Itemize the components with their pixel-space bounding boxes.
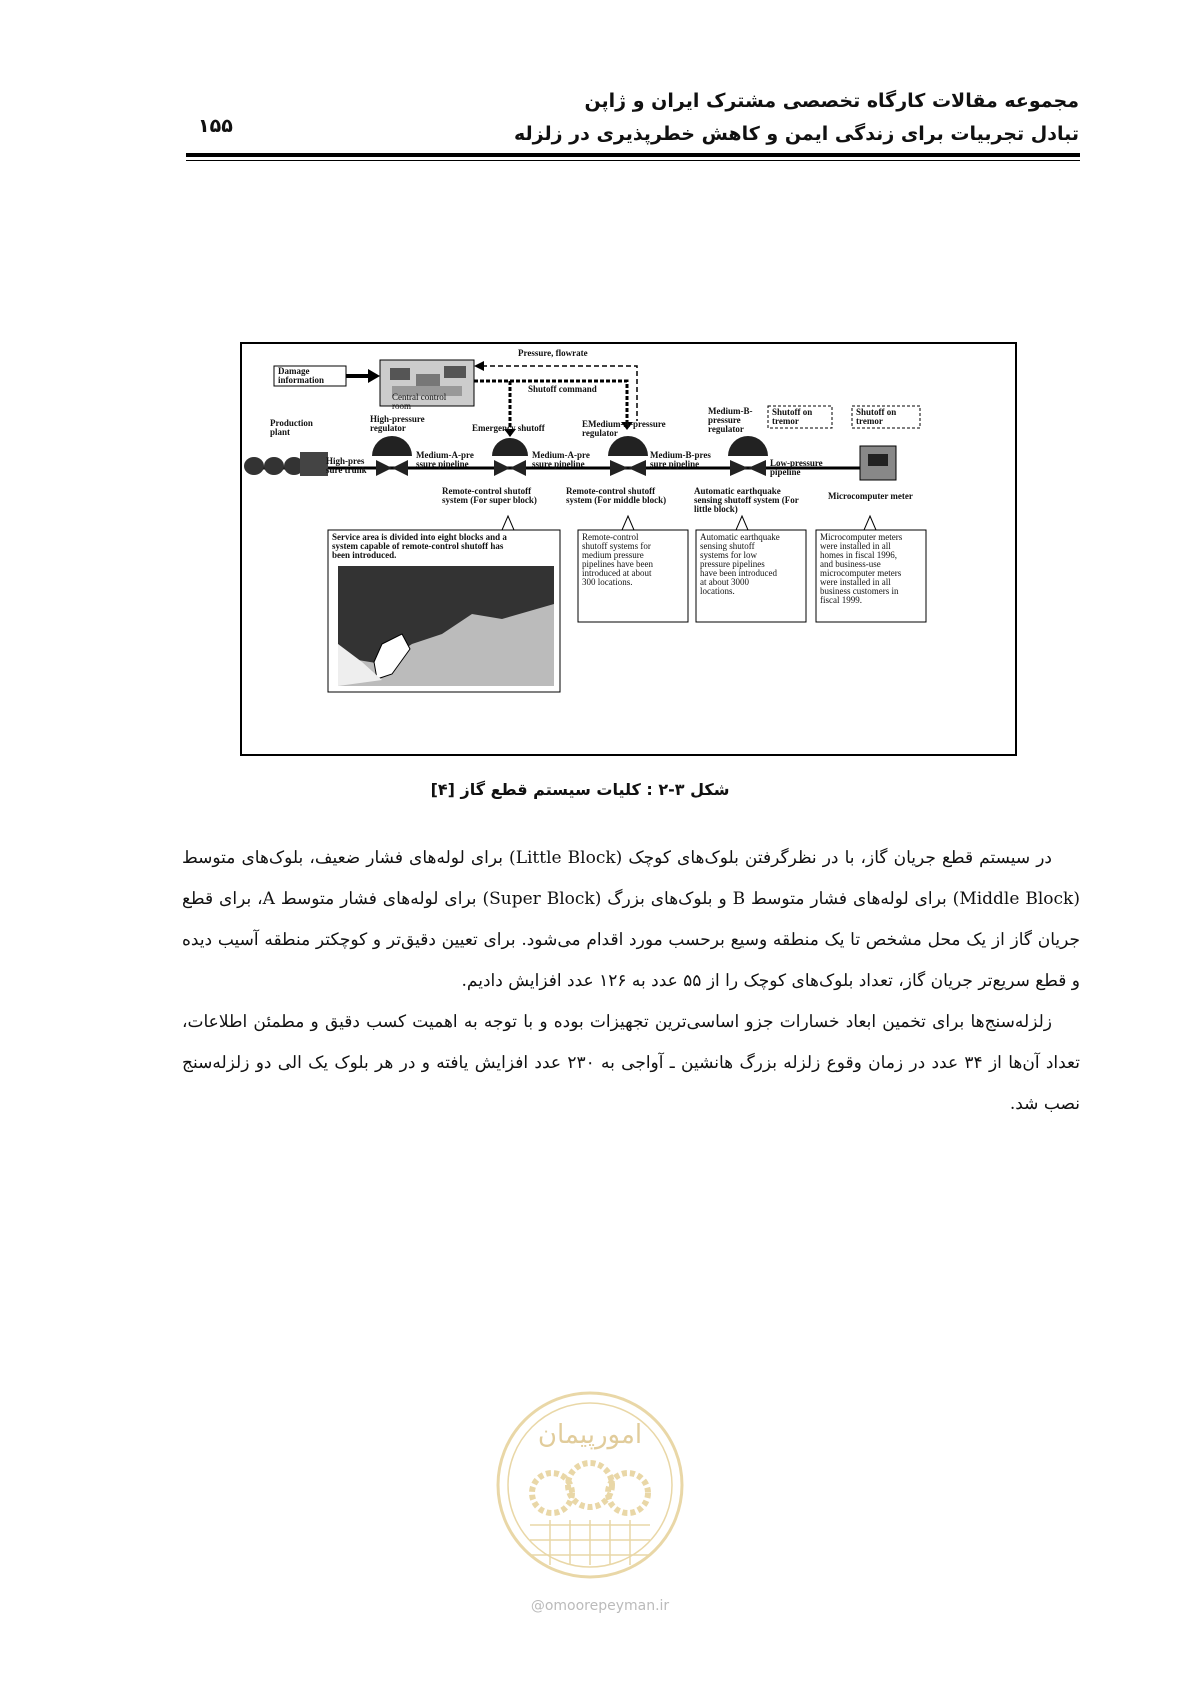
- box2-line4: pipelines have been: [582, 559, 653, 569]
- gas-shutoff-figure: [240, 342, 1017, 756]
- box4-line3: homes in fiscal 1996,: [820, 550, 897, 560]
- ema-regulator-label-2: regulator: [582, 428, 618, 438]
- box2-line6: 300 locations.: [582, 577, 633, 587]
- box4-line1: Microcomputer meters: [820, 532, 903, 542]
- pressure-flowrate-label: Pressure, flowrate: [518, 348, 588, 358]
- shutoff-command-label: Shutoff command: [528, 384, 597, 394]
- box4-line7: business customers in: [820, 586, 899, 596]
- hp-trunk-label-2: sure trunk: [326, 465, 367, 475]
- paragraph-1: در سیستم قطع جریان گاز، با در نظرگرفتن بلوک‌های کوچک (Little Block) برای لوله‌های فشار ضعیف، بلوک‌های متوسط (Middle Block) برای لوله‌های فشار متوسط B و بلوک‌های بزرگ (Super Block) برای لوله‌های فشار متوسط A، برای قطع جریان گاز از یک محل مشخص تا یک منطقه وسیع برحسب مورد اقدام می‌شود. برای تعیین دقیق‌تر و کوچکتر منطقه آسیب دیده و قطع سریع‌تر جریان گاز، تعداد بلوک‌های کوچک را از ۵۵ عدد به ۱۲۶ عدد افزایش دادیم.: [182, 848, 1080, 991]
- lp-pipeline-label-2: pipeline: [770, 467, 801, 477]
- micro-meter-label: Microcomputer meter: [828, 491, 913, 501]
- box4-line5: microcomputer meters: [820, 568, 902, 578]
- header-rule-thick: [186, 153, 1080, 157]
- box3-line7: locations.: [700, 586, 735, 596]
- damage-info-label-1: Damage: [278, 366, 310, 376]
- emergency-shutoff-label: Emergency shutoff: [472, 423, 545, 433]
- box1-line3: been introduced.: [332, 550, 397, 560]
- mb-pipeline-label-2: sure pipeline: [650, 459, 700, 469]
- pointer-3: [736, 516, 748, 530]
- box3-line4: pressure pipelines: [700, 559, 765, 569]
- mb-regulator-label-1: Medium-B-: [708, 406, 753, 416]
- tremor-label-2b: tremor: [856, 416, 883, 426]
- box3-line6: at about 3000: [700, 577, 749, 587]
- box4-line2: were installed in all: [820, 541, 891, 551]
- hp-regulator-icon: [372, 436, 412, 476]
- box3-line5: have been introduced: [700, 568, 777, 578]
- mb-regulator-label-2: pressure: [708, 415, 741, 425]
- lp-pipeline-label-1: Low-pressure: [770, 458, 823, 468]
- rc-super-label-2: system (For super block): [442, 495, 537, 505]
- box2-line1: Remote-control: [582, 532, 639, 542]
- damage-arrow: [346, 369, 380, 383]
- watermark-logo: [490, 1375, 690, 1595]
- box3-line2: sensing shutoff: [700, 541, 755, 551]
- box4-line4: and business-use: [820, 559, 881, 569]
- box4-line6: were installed in all: [820, 577, 891, 587]
- service-area-map: [338, 566, 554, 686]
- pressure-arrow: [474, 361, 484, 371]
- auto-eq-label-2: sensing shutoff system (For: [694, 495, 799, 505]
- mb-regulator-icon: [728, 436, 768, 476]
- production-plant-label-1: Production: [270, 418, 313, 428]
- ema-regulator-icon: [608, 436, 648, 476]
- box3-line3: systems for low: [700, 550, 757, 560]
- production-plant-icon: [244, 452, 328, 476]
- figure-caption: شکل ۳-۲ : کلیات سیستم قطع گاز [۴]: [430, 780, 730, 799]
- figure-diagram: [242, 344, 1015, 754]
- ma-pipeline2-label-2: ssure pipeline: [532, 459, 585, 469]
- header-rule-thin: [186, 160, 1080, 161]
- box3-line1: Automatic earthquake: [700, 532, 780, 542]
- paragraph-2: زلزله‌سنج‌ها برای تخمین ابعاد خسارات جزو اساسی‌ترین تجهیزات بوده و با توجه به اهمیت کسب دقیق و مطمئن اطلاعات، تعداد آن‌ها از ۳۴ عدد در زمان وقوع زلزله بزرگ هانشین ـ آواجی به ۲۳۰ عدد افزایش یافته و در هر بلوک یک الی دو زلزله‌سنج نصب شد.: [182, 1012, 1080, 1114]
- box2-line2: shutoff systems for: [582, 541, 651, 551]
- watermark-arc-text: امورپیمان: [537, 1420, 643, 1450]
- pointer-4: [864, 516, 876, 530]
- emergency-shutoff-valve-icon: [492, 438, 528, 476]
- tremor-label-2a: Shutoff on: [856, 407, 897, 417]
- pointer-1: [502, 516, 514, 530]
- pointer-2: [622, 516, 634, 530]
- header-title-line1: مجموعه مقالات کارگاه تخصصی مشترک ایران و ژاپن: [584, 90, 1079, 112]
- ma-pipeline1-label-1: Medium-A-pre: [416, 450, 474, 460]
- rc-middle-label-2: system (For middle block): [566, 495, 667, 505]
- damage-info-label-2: information: [278, 375, 324, 385]
- box1-line1: Service area is divided into eight blocks and a: [332, 532, 507, 542]
- hp-regulator-label-2: regulator: [370, 423, 406, 433]
- rc-middle-label-1: Remote-control shutoff: [566, 486, 656, 496]
- page-number: ۱۵۵: [198, 115, 233, 137]
- header-title-line2: تبادل تجربیات برای زندگی ایمن و کاهش خطرپذیری در زلزله: [514, 123, 1079, 145]
- ema-regulator-label-1: EMedium-A-pressure: [582, 419, 666, 429]
- hp-trunk-label-1: High-pres: [326, 456, 365, 466]
- box4-line8: fiscal 1999.: [820, 595, 862, 605]
- auto-eq-label-3: little block): [694, 504, 738, 514]
- rc-super-label-1: Remote-control shutoff: [442, 486, 532, 496]
- box2-line5: introduced at about: [582, 568, 652, 578]
- box1-line2: system capable of remote-control shutoff has: [332, 541, 504, 551]
- tremor-label-1a: Shutoff on: [772, 407, 813, 417]
- auto-eq-label-1: Automatic earthquake: [694, 486, 781, 496]
- production-plant-label-2: plant: [270, 427, 291, 437]
- central-control-label-1: Central control: [392, 392, 447, 402]
- watermark-url: @omoorepeyman.ir: [530, 1598, 670, 1614]
- mb-pipeline-label-1: Medium-B-pres: [650, 450, 711, 460]
- tremor-label-1b: tremor: [772, 416, 799, 426]
- ma-pipeline1-label-2: ssure pipeline: [416, 459, 469, 469]
- central-control-label-2: room: [392, 401, 411, 411]
- hp-regulator-label-1: High-pressure: [370, 414, 425, 424]
- ma-pipeline2-label-1: Medium-A-pre: [532, 450, 590, 460]
- mb-regulator-label-3: regulator: [708, 424, 744, 434]
- box2-line3: medium pressure: [582, 550, 644, 560]
- body-text: [182, 838, 1080, 1125]
- microcomputer-meter-icon: [860, 446, 896, 480]
